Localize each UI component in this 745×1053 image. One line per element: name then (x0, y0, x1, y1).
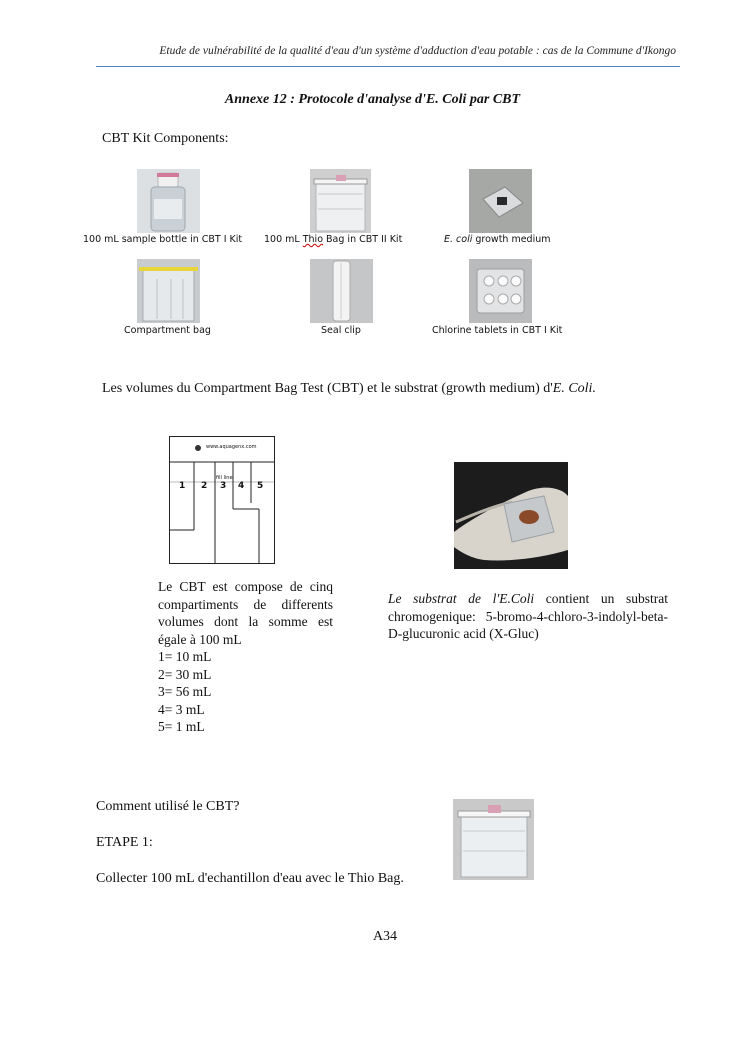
caption-seal-clip: Seal clip (321, 325, 361, 336)
caption-thio-bag: 100 mL Thio Bag in CBT II Kit (264, 234, 403, 245)
diagram-number-3: 3 (220, 481, 227, 491)
diagram-number-1: 1 (179, 481, 186, 491)
aquagenx-logo-icon (195, 445, 201, 451)
thio-bag-icon (310, 169, 371, 233)
thio-bag-photo (310, 169, 371, 233)
compartment-bag-photo (137, 259, 200, 323)
compartment-bag-icon (137, 259, 200, 323)
step-label: ETAPE 1: (96, 835, 153, 850)
substrate-hand-photo (454, 462, 568, 569)
cbt-diagram-lines (170, 437, 274, 563)
volumes-intro: Les volumes du Compartment Bag Test (CBT) et le substrat (growth medium) d'E. Coli. (102, 381, 596, 396)
list-item: 5= 1 mL (158, 719, 205, 734)
growth-medium-photo (469, 169, 532, 233)
substrate-description: Le substrat de l'E.Coli contient un substrat chromogenique: 5-bromo-4-chloro-3-indolyl-beta-D-glucuronic acid (X-Gluc) (388, 591, 668, 641)
diagram-number-5: 5 (257, 481, 264, 491)
thio-bag-step-icon (453, 799, 534, 880)
chlorine-tablets-photo (469, 259, 532, 323)
diagram-number-4: 4 (238, 481, 245, 491)
step-instruction: Collecter 100 mL d'echantillon d'eau avec le Thio Bag. (96, 871, 404, 886)
compartment-volume-list (158, 648, 211, 736)
sample-bottle-icon (137, 169, 200, 233)
kit-heading: CBT Kit Components: (102, 131, 229, 146)
caption-growth-medium: E. coli growth medium (444, 234, 551, 245)
list-item: 2= 30 mL (158, 666, 212, 682)
page-number: A34 (372, 929, 398, 944)
thio-bag-step-photo (453, 799, 534, 880)
diagram-url: www.aquagenx.com (206, 444, 257, 450)
list-item: 3= 56 mL (158, 684, 212, 699)
seal-clip-photo (310, 259, 373, 323)
seal-clip-icon (310, 259, 373, 323)
sample-bottle-photo (137, 169, 200, 233)
usage-question: Comment utilisé le CBT? (96, 799, 240, 814)
caption-compartment-bag: Compartment bag (124, 325, 211, 336)
header-rule (96, 66, 680, 67)
running-header: Etude de vulnérabilité de la qualité d'eau d'un système d'adduction d'eau potable : cas de la Commune d'Ikongo (159, 45, 676, 57)
diagram-fill-line: fill line (216, 475, 233, 481)
hand-holding-sachet-icon (454, 462, 568, 569)
growth-medium-sachet-icon (469, 169, 532, 233)
annex-title: Annexe 12 : Protocole d'analyse d'E. Coli par CBT (224, 92, 521, 107)
chlorine-tablets-icon (469, 259, 532, 323)
cbt-description: Le CBT est compose de cinq compartiments de differents volumes dont la somme est égale à 100 mL (158, 579, 333, 647)
caption-chlorine-tablets: Chlorine tablets in CBT I Kit (432, 325, 563, 336)
diagram-number-2: 2 (201, 481, 208, 491)
list-item: 4= 3 mL (158, 701, 205, 717)
cbt-compartment-diagram (169, 436, 275, 564)
caption-sample-bottle: 100 mL sample bottle in CBT I Kit (83, 234, 243, 245)
list-item: 1= 10 mL (158, 649, 212, 664)
